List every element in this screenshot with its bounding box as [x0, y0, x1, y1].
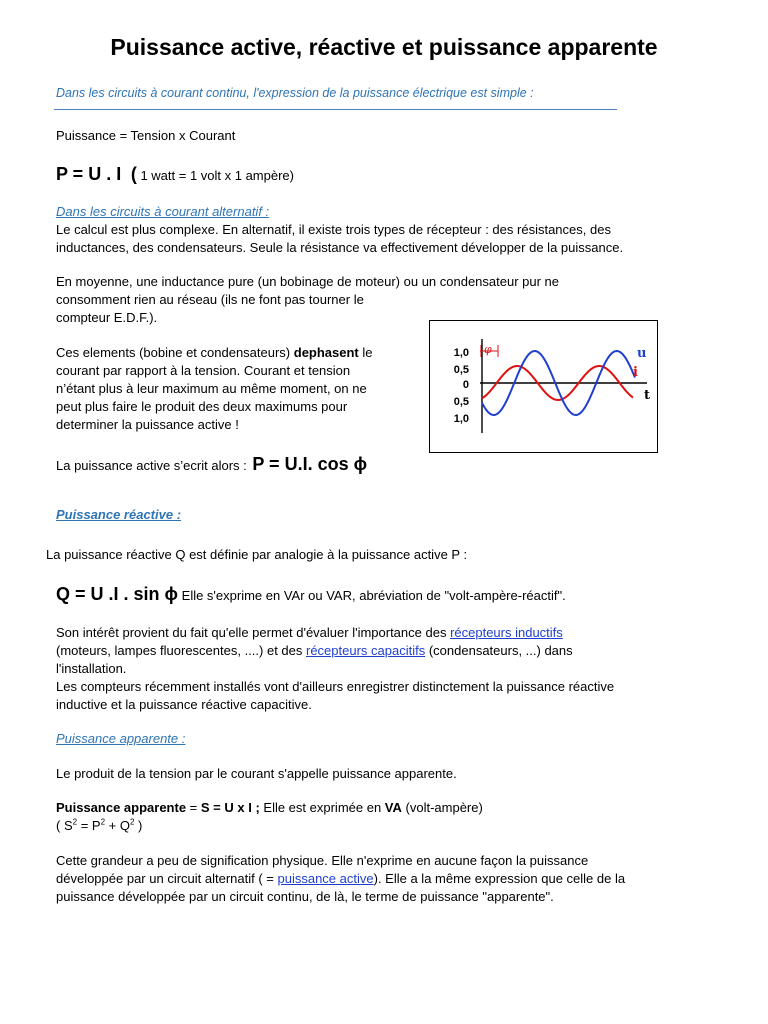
time-label: t [644, 388, 651, 403]
reactive-formula: Q = U .I . sin ϕ [56, 584, 179, 604]
text-line: l'installation. [56, 661, 127, 676]
page-title: Puissance active, réactive et puissance apparente [110, 34, 658, 60]
dephasent-word: dephasent [293, 345, 359, 360]
y-tick-label: 0 [462, 379, 469, 391]
text-line: puissance développée par un circuit continu, de là, le terme de puissance "apparente". [56, 889, 554, 904]
ac-paragraph-3 [56, 344, 373, 434]
text-segment: ) [134, 818, 143, 833]
text-line: inductive et la puissance réactive capacitive. [56, 697, 312, 712]
text-line: n’étant plus à leur maximum au même moment, on ne [56, 381, 367, 396]
intro-text: Dans les circuits à courant continu, l'expression de la puissance électrique est simple : [56, 86, 534, 100]
dc-formula-line [56, 162, 294, 188]
exponent: 2 [100, 817, 106, 827]
ac-paragraph-1 [56, 221, 623, 257]
ac-heading: Dans les circuits à courant alternatif : [56, 204, 270, 219]
apparent-unit: VA [384, 800, 402, 815]
active-power-line [56, 452, 367, 478]
text-line: determiner la puissance active ! [56, 417, 239, 432]
capacitive-receivers-link[interactable]: récepteurs capacitifs [306, 643, 426, 658]
reactive-formula-note: Elle s'exprime en VAr ou VAR, abréviation de "volt-ampère-réactif". [178, 588, 566, 603]
text-segment: le [358, 345, 373, 360]
pythagoras-formula [56, 817, 483, 835]
text-segment: (condensateurs, ...) dans [425, 643, 573, 658]
y-tick-label: 0,5 [453, 396, 469, 408]
dc-formula-note: 1 watt = 1 volt x 1 ampère) [136, 168, 294, 183]
apparent-formula: S = U x I ; [200, 800, 260, 815]
text-line: peut plus faire le produit des deux maximums pour [56, 399, 348, 414]
apparent-intro: Le produit de la tension par le courant s'appelle puissance apparente. [56, 766, 457, 781]
reactive-paragraph [56, 624, 614, 714]
current-label: i [633, 365, 638, 380]
text-segment: = [186, 800, 201, 815]
phase-shift-figure [429, 320, 658, 453]
text-line: consomment rien au réseau (ils ne font pas tourner le [56, 292, 364, 307]
text-line: En moyenne, une inductance pure (un bobinage de moteur) ou un condensateur pur ne [56, 274, 560, 289]
apparent-label: Puissance apparente [56, 800, 187, 815]
reactive-formula-line [56, 582, 566, 608]
text-line: Cette grandeur a peu de signification physique. Elle n'exprime en aucune façon la puissance [56, 853, 589, 868]
exponent: 2 [72, 817, 78, 827]
intro-divider [54, 109, 617, 110]
dc-definition: Puissance = Tension x Courant [56, 128, 236, 143]
y-tick-label: 0,5 [453, 364, 469, 376]
y-tick-label: 1,0 [453, 413, 469, 425]
phase-shift-diagram [430, 321, 657, 452]
text-line: courant par rapport à la tension. Courant et tension [56, 363, 351, 378]
text-line: Les compteurs récemment installés vont d'ailleurs enregistrer distinctement la puissance réactive [56, 679, 615, 694]
apparent-definition [56, 799, 483, 835]
text-line [56, 344, 373, 362]
text-line: Le calcul est plus complexe. En alternatif, il existe trois types de récepteur : des résistances, des [56, 222, 611, 237]
exponent: 2 [129, 817, 135, 827]
apparent-paragraph [56, 852, 625, 906]
text-segment: (moteurs, lampes fluorescentes, ....) et des [56, 643, 306, 658]
text-segment: = P [77, 818, 101, 833]
y-tick-label: 1,0 [453, 347, 469, 359]
text-segment: Elle est exprimée en [259, 800, 385, 815]
text-segment: ). Elle a la même expression que celle de la [373, 871, 626, 886]
reactive-heading: Puissance réactive : [56, 507, 182, 522]
active-power-formula: P = U.I. cos ϕ [252, 454, 368, 474]
active-power-link[interactable]: puissance active [277, 871, 374, 886]
phase-label: φ [484, 343, 492, 356]
text-line [56, 870, 625, 888]
text-line [56, 642, 614, 660]
active-power-label: La puissance active s’ecrit alors : [56, 458, 251, 473]
text-line: inductances, des condensateurs. Seule la résistance va effectivement développer de la puissance. [56, 240, 624, 255]
apparent-heading: Puissance apparente : [56, 731, 186, 746]
text-segment: développée par un circuit alternatif ( = [56, 871, 278, 886]
text-segment: (volt-ampère) [401, 800, 483, 815]
text-segment: + Q [105, 818, 130, 833]
ac-paragraph-2 [56, 273, 559, 327]
text-line: compteur E.D.F.). [56, 310, 158, 325]
text-segment: Ces elements (bobine et condensateurs) [56, 345, 294, 360]
dc-formula: P = U . I [56, 164, 122, 184]
dc-formula-paren: ( [130, 164, 137, 184]
inductive-receivers-link[interactable]: récepteurs inductifs [450, 625, 563, 640]
voltage-label: u [637, 346, 647, 361]
text-segment: Son intérêt provient du fait qu'elle permet d'évaluer l'importance des [56, 625, 451, 640]
text-line [56, 624, 614, 642]
reactive-intro: La puissance réactive Q est définie par analogie à la puissance active P : [46, 547, 468, 562]
text-segment: ( S [56, 818, 73, 833]
text-line [56, 799, 483, 817]
